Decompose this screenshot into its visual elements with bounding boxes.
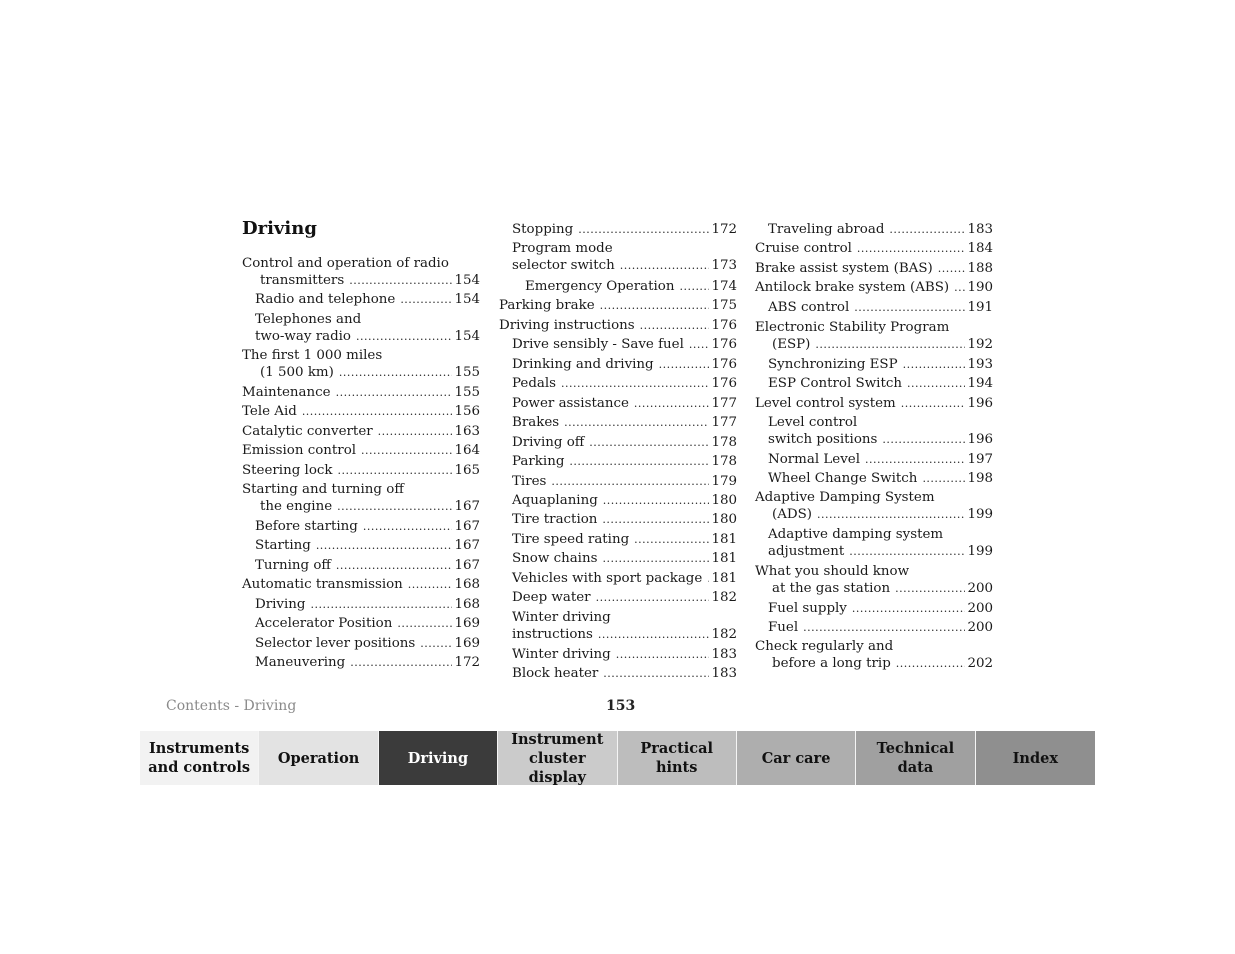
toc-entry-page: 168: [454, 577, 480, 592]
toc-entry-page: 200: [967, 620, 993, 635]
toc-entry[interactable]: [755, 563, 993, 597]
dot-leader: [420, 635, 452, 652]
dot-leader: [310, 596, 452, 613]
chapter-tab-technical-data[interactable]: [856, 731, 975, 785]
toc-entry-title: Starting: [255, 538, 311, 553]
toc-entry[interactable]: [755, 279, 993, 296]
toc-entry[interactable]: [242, 291, 480, 308]
toc-entry-title: (ADS): [772, 507, 813, 522]
toc-entry-title: Synchronizing ESP: [768, 357, 898, 372]
toc-entry[interactable]: [499, 221, 737, 238]
toc-entry[interactable]: [499, 336, 737, 353]
dot-leader: [938, 260, 966, 277]
chapter-tab-instrument-cluster-display[interactable]: [498, 731, 617, 785]
toc-entry-page: 177: [711, 415, 737, 430]
dot-leader: [896, 655, 966, 672]
toc-entry-page: 200: [967, 601, 993, 616]
toc-entry-title: Selector lever positions: [255, 636, 416, 651]
toc-entry-page: 196: [967, 396, 993, 411]
toc-entry-title: Tele Aid: [242, 404, 297, 419]
toc-entry-page: 179: [711, 474, 737, 489]
dot-leader: [602, 550, 709, 567]
toc-entry[interactable]: [499, 511, 737, 528]
dot-leader: [865, 451, 965, 468]
toc-entry[interactable]: [499, 665, 737, 682]
toc-entry[interactable]: [755, 319, 993, 353]
toc-entry[interactable]: [755, 299, 993, 316]
dot-leader: [336, 384, 453, 401]
toc-entry[interactable]: [242, 635, 480, 652]
toc-entry-title: Electronic Stability Program: [755, 320, 950, 335]
toc-entry-page: 154: [454, 329, 480, 344]
toc-entry-title: ABS control: [768, 300, 850, 315]
toc-entry-page: 173: [711, 258, 737, 273]
chapter-tab-label: Car care: [761, 749, 831, 767]
toc-entry-page: 200: [967, 581, 993, 596]
dot-leader: [954, 279, 965, 296]
dot-leader: [589, 434, 709, 451]
dot-leader: [339, 364, 453, 381]
toc-entry-page: 181: [711, 571, 737, 586]
toc-entry[interactable]: [755, 395, 993, 412]
toc-entry-title: Stopping: [512, 222, 574, 237]
toc-entry-title: Drive sensibly - Save fuel: [512, 337, 684, 352]
toc-entry[interactable]: [499, 609, 737, 643]
toc-entry-page: 156: [454, 404, 480, 419]
toc-entry-title: Tire speed rating: [512, 532, 630, 547]
page-number: 153: [606, 698, 636, 714]
toc-entry-page: 155: [454, 385, 480, 400]
toc-entry-page: 178: [711, 435, 737, 450]
toc-entry-title: Radio and telephone: [255, 292, 396, 307]
toc-entry[interactable]: [499, 492, 737, 509]
toc-entry-title: Aquaplaning: [512, 493, 598, 508]
toc-entry[interactable]: [755, 375, 993, 392]
toc-entry[interactable]: [755, 356, 993, 373]
toc-entry-title: Brakes: [512, 415, 560, 430]
footer-section-title: Contents - Driving: [166, 698, 297, 714]
toc-entry[interactable]: [242, 347, 480, 381]
toc-entry[interactable]: [755, 470, 993, 487]
toc-entry-title: transmitters: [260, 273, 345, 288]
toc-entry-title: Turning off: [255, 558, 331, 573]
toc-entry-page: 176: [711, 357, 737, 372]
toc-entry-page: 191: [967, 300, 993, 315]
dot-leader: [356, 328, 452, 345]
toc-entry[interactable]: [755, 221, 993, 238]
toc-entry[interactable]: [499, 531, 737, 548]
toc-entry[interactable]: [242, 384, 480, 401]
toc-entry[interactable]: [242, 255, 480, 289]
toc-entry[interactable]: [499, 278, 737, 295]
toc-entry-page: 196: [967, 432, 993, 447]
toc-entry-title: Tire traction: [512, 512, 598, 527]
toc-entry-page: 192: [967, 337, 993, 352]
toc-entry[interactable]: [242, 442, 480, 459]
toc-entry-title: Driving instructions: [499, 318, 635, 333]
chapter-tab-label: Practical hints: [640, 740, 714, 776]
toc-entry[interactable]: [242, 596, 480, 613]
toc-entry-page: 197: [967, 452, 993, 467]
toc-entry[interactable]: [755, 414, 993, 448]
toc-entry-title: before a long trip: [772, 656, 891, 671]
dot-leader: [901, 395, 966, 412]
toc-entry[interactable]: [242, 615, 480, 632]
toc-entry-page: 164: [454, 443, 480, 458]
toc-entry[interactable]: [499, 473, 737, 490]
toc-entry-title: selector switch: [512, 258, 615, 273]
dot-leader: [620, 257, 710, 274]
chapter-tab-driving[interactable]: [379, 731, 498, 785]
toc-entry-title: Maintenance: [242, 385, 331, 400]
toc-entry[interactable]: [499, 375, 737, 392]
toc-entry-title: Drinking and driving: [512, 357, 654, 372]
toc-entry-page: 190: [967, 280, 993, 295]
toc-entry-page: 180: [711, 512, 737, 527]
toc-entry-title: ESP Control Switch: [768, 376, 902, 391]
dot-leader: [659, 356, 710, 373]
toc-entry-title: Accelerator Position: [255, 616, 393, 631]
toc-entry-title: The first 1 000 miles: [242, 348, 383, 363]
toc-entry[interactable]: [499, 395, 737, 412]
dot-leader: [598, 626, 710, 643]
dot-leader: [350, 654, 452, 671]
dot-leader: [408, 576, 453, 593]
chapter-tab-label: Instruments and controls: [148, 740, 251, 776]
toc-entry[interactable]: [242, 518, 480, 535]
toc-entry-title: Wheel Change Switch: [768, 471, 918, 486]
chapter-tab-bar: [140, 731, 1095, 785]
toc-entry-title: Fuel: [768, 620, 799, 635]
page-heading: Driving: [242, 218, 317, 239]
toc-entry-title: Traveling abroad: [768, 222, 885, 237]
toc-entry-page: 181: [711, 551, 737, 566]
dot-leader: [689, 336, 710, 353]
dot-leader: [857, 240, 966, 257]
dot-leader: [551, 473, 709, 490]
toc-entry-page: 182: [711, 627, 737, 642]
toc-entry[interactable]: [499, 646, 737, 663]
toc-entry-page: 169: [454, 616, 480, 631]
toc-entry-title: Emergency Operation: [525, 279, 675, 294]
toc-entry-page: 167: [454, 538, 480, 553]
dot-leader: [561, 375, 709, 392]
dot-leader: [889, 221, 965, 238]
toc-entry-title: Adaptive Damping System: [755, 490, 935, 505]
toc-entry-title: Driving: [255, 597, 306, 612]
toc-entry-title: Winter driving: [512, 610, 611, 625]
toc-entry-title: Parking: [512, 454, 565, 469]
toc-entry-title: Program mode: [512, 241, 613, 256]
dot-leader: [361, 442, 452, 459]
toc-entry-title: Fuel supply: [768, 601, 847, 616]
toc-entry-title: Before starting: [255, 519, 358, 534]
dot-leader: [397, 615, 452, 632]
toc-entry-title: instructions: [512, 627, 593, 642]
dot-leader: [634, 531, 709, 548]
toc-entry-title: Emission control: [242, 443, 357, 458]
toc-entry[interactable]: [755, 600, 993, 617]
toc-entry-page: 182: [711, 590, 737, 605]
toc-entry-page: 154: [454, 273, 480, 288]
toc-entry-title: Check regularly and: [755, 639, 894, 654]
toc-entry-page: 174: [711, 279, 737, 294]
toc-entry[interactable]: [242, 462, 480, 479]
dot-leader: [302, 403, 453, 420]
toc-entry-title: Snow chains: [512, 551, 598, 566]
toc-entry-page: 169: [454, 636, 480, 651]
toc-entry-title: Steering lock: [242, 463, 333, 478]
dot-leader: [852, 600, 966, 617]
toc-entry[interactable]: [499, 414, 737, 431]
dot-leader: [336, 557, 453, 574]
dot-leader: [854, 299, 965, 316]
toc-entry[interactable]: [242, 311, 480, 345]
dot-leader: [602, 511, 709, 528]
dot-leader: [378, 423, 453, 440]
chapter-tab-instruments-and-controls[interactable]: [140, 731, 259, 785]
toc-entry-page: 172: [711, 222, 737, 237]
toc-entry[interactable]: [499, 434, 737, 451]
chapter-tab-label: Index: [1012, 749, 1058, 767]
toc-entry-page: 172: [454, 655, 480, 670]
toc-entry-title: Deep water: [512, 590, 591, 605]
toc-entry-title: Pedals: [512, 376, 557, 391]
dot-leader: [316, 537, 453, 554]
toc-entry[interactable]: [242, 576, 480, 593]
toc-entry[interactable]: [755, 638, 993, 672]
toc-entry[interactable]: [242, 557, 480, 574]
chapter-tab-label: Driving: [407, 749, 469, 767]
toc-entry-page: 168: [454, 597, 480, 612]
chapter-tab-practical-hints[interactable]: [618, 731, 737, 785]
toc-entry-page: 167: [454, 519, 480, 534]
dot-leader: [616, 646, 710, 663]
toc-entry-title: (1 500 km): [260, 365, 334, 380]
dot-leader: [569, 453, 709, 470]
dot-leader: [817, 506, 965, 523]
dot-leader: [578, 221, 709, 238]
dot-leader: [907, 375, 965, 392]
toc-entry[interactable]: [242, 423, 480, 440]
dot-leader: [600, 297, 710, 314]
chapter-tab-label: Technical data: [876, 740, 955, 776]
toc-entry[interactable]: [755, 526, 993, 560]
toc-entry-title: (ESP): [772, 337, 811, 352]
toc-entry-title: Level control: [768, 415, 858, 430]
toc-entry-title: Control and operation of radio: [242, 256, 449, 271]
chapter-tab-label: Operation: [277, 749, 360, 767]
toc-entry-title: Driving off: [512, 435, 585, 450]
toc-entry-page: 163: [454, 424, 480, 439]
dot-leader: [603, 665, 709, 682]
toc-entry[interactable]: [755, 619, 993, 636]
toc-entry-title: Antilock brake system (ABS): [755, 280, 950, 295]
toc-entry-title: the engine: [260, 499, 333, 514]
toc-entry[interactable]: [242, 537, 480, 554]
toc-entry[interactable]: [242, 403, 480, 420]
toc-entry[interactable]: [755, 260, 993, 277]
dot-leader: [849, 543, 965, 560]
chapter-tab-label: Instrument cluster display: [511, 730, 604, 786]
toc-entry-page: 177: [711, 396, 737, 411]
toc-entry-page: 183: [967, 222, 993, 237]
toc-entry[interactable]: [499, 453, 737, 470]
toc-entry-page: 178: [711, 454, 737, 469]
dot-leader: [603, 492, 710, 509]
toc-entry-page: 181: [711, 532, 737, 547]
toc-entry-page: 165: [454, 463, 480, 478]
toc-entry-page: 176: [711, 318, 737, 333]
toc-entry-title: Starting and turning off: [242, 482, 404, 497]
toc-entry-page: 202: [967, 656, 993, 671]
toc-entry-title: Vehicles with sport package: [512, 571, 703, 586]
chapter-tab-car-care[interactable]: [737, 731, 856, 785]
toc-entry[interactable]: [499, 317, 737, 334]
toc-entry-page: 155: [454, 365, 480, 380]
toc-entry-page: 175: [711, 298, 737, 313]
toc-entry-page: 183: [711, 666, 737, 681]
toc-entry-title: Adaptive damping system: [768, 527, 944, 542]
toc-entry[interactable]: [755, 451, 993, 468]
toc-entry[interactable]: [499, 240, 737, 274]
toc-entry-page: 188: [967, 261, 993, 276]
toc-entry-title: Catalytic converter: [242, 424, 373, 439]
dot-leader: [815, 336, 965, 353]
toc-entry-title: Block heater: [512, 666, 599, 681]
toc-entry-page: 176: [711, 376, 737, 391]
toc-entry-page: 199: [967, 544, 993, 559]
toc-entry-title: Winter driving: [512, 647, 611, 662]
toc-entry[interactable]: [755, 240, 993, 257]
dot-leader: [882, 431, 965, 448]
toc-entry-title: What you should know: [755, 564, 910, 579]
toc-entry-page: 154: [454, 292, 480, 307]
dot-leader: [564, 414, 709, 431]
toc-entry[interactable]: [499, 356, 737, 373]
toc-entry[interactable]: [499, 570, 737, 587]
toc-entry-page: 176: [711, 337, 737, 352]
dot-leader: [634, 395, 710, 412]
dot-leader: [363, 518, 453, 535]
toc-entry-page: 180: [711, 493, 737, 508]
dot-leader: [895, 580, 965, 597]
toc-entry-page: 183: [711, 647, 737, 662]
dot-leader: [640, 317, 710, 334]
toc-entry-title: Normal Level: [768, 452, 860, 467]
toc-entry-title: switch positions: [768, 432, 878, 447]
dot-leader: [922, 470, 965, 487]
toc-entry[interactable]: [499, 550, 737, 567]
dot-leader: [707, 570, 709, 587]
toc-entry-page: 193: [967, 357, 993, 372]
dot-leader: [679, 278, 709, 295]
toc-entry[interactable]: [499, 297, 737, 314]
dot-leader: [903, 356, 966, 373]
dot-leader: [803, 619, 965, 636]
toc-entry[interactable]: [242, 654, 480, 671]
toc-entry-title: Power assistance: [512, 396, 629, 411]
chapter-tab-index[interactable]: [976, 731, 1095, 785]
dot-leader: [337, 498, 452, 515]
dot-leader: [349, 272, 452, 289]
toc-entry-title: Cruise control: [755, 241, 852, 256]
toc-entry[interactable]: [242, 481, 480, 515]
toc-entry-title: Parking brake: [499, 298, 595, 313]
toc-entry-title: Maneuvering: [255, 655, 346, 670]
toc-entry-title: at the gas station: [772, 581, 891, 596]
dot-leader: [400, 291, 452, 308]
toc-entry-title: Tires: [512, 474, 547, 489]
dot-leader: [596, 589, 710, 606]
toc-entry-page: 184: [967, 241, 993, 256]
toc-entry-title: Automatic transmission: [242, 577, 403, 592]
toc-entry-title: Level control system: [755, 396, 896, 411]
toc-entry[interactable]: [499, 589, 737, 606]
toc-entry-page: 198: [967, 471, 993, 486]
toc-entry-page: 167: [454, 558, 480, 573]
toc-entry-title: Telephones and: [255, 312, 362, 327]
toc-entry-page: 194: [967, 376, 993, 391]
toc-entry-title: adjustment: [768, 544, 845, 559]
toc-entry-title: two-way radio: [255, 329, 351, 344]
toc-entry-page: 199: [967, 507, 993, 522]
toc-entry[interactable]: [755, 489, 993, 523]
toc-entry-page: 167: [454, 499, 480, 514]
toc-entry-title: Brake assist system (BAS): [755, 261, 933, 276]
chapter-tab-operation[interactable]: [259, 731, 378, 785]
dot-leader: [338, 462, 453, 479]
